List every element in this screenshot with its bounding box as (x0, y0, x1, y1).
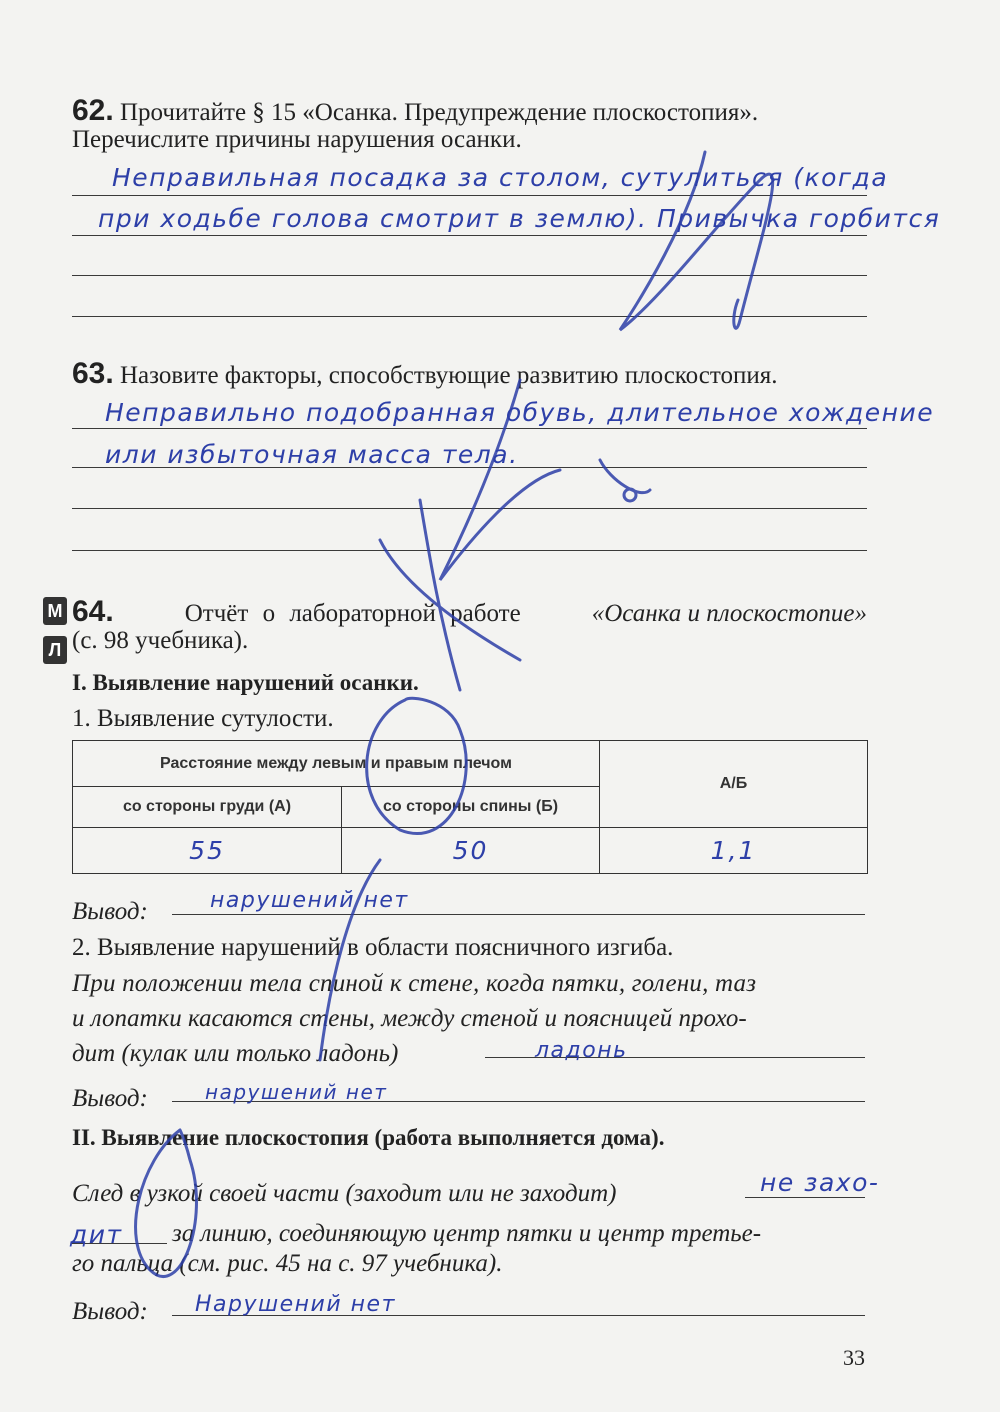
conclusion-label-3: Вывод: (72, 1298, 148, 1325)
q62-text-line1: Прочитайте § 15 «Осанка. Предупреждение плоскостопия». (119, 99, 759, 126)
q63-text: Назовите факторы, способствующие развитию плоскостопия. (119, 362, 778, 389)
q63-answer-line1: Неправильно подобранная обувь, длительное хождение (105, 398, 935, 427)
section-posture-heading: I. Выявление нарушений осанки. (72, 670, 419, 695)
foot-text-line2: за линию, соединяющую центр пятки и центр третье- (172, 1220, 762, 1247)
lumbar-text-line2: и лопатки касаются стены, между стеной и поясницей прохо- (72, 1005, 747, 1032)
q63-number: 63. (72, 357, 114, 390)
badge-l: Л (43, 636, 67, 664)
conclusion-answer-2: нарушений нет (205, 1080, 388, 1104)
value-a: 55 (73, 827, 342, 873)
q62-number: 62. (72, 94, 114, 127)
header-chest-side: со стороны груди (А) (73, 787, 342, 827)
conclusion-answer-1: нарушений нет (210, 888, 409, 913)
q62-text-line2: Перечислите причины нарушения осанки. (72, 126, 522, 153)
header-shoulder-distance: Расстояние между левым и правым плечом (73, 741, 600, 787)
item-stoop-heading: 1. Выявление сутулости. (72, 705, 334, 732)
q62-answer-line2: при ходьбе голова смотрит в землю). Привычка горбится (98, 204, 941, 233)
lumbar-answer: ладонь (535, 1038, 628, 1063)
conclusion-label-2: Вывод: (72, 1085, 148, 1112)
conclusion-label-1: Вывод: (72, 898, 148, 925)
page-number: 33 (843, 1345, 865, 1370)
foot-text-line1: След в узкой своей части (заходит или не заходит) (72, 1180, 617, 1207)
badge-m: М (43, 597, 67, 625)
section-flatfoot-heading: II. Выявление плоскостопия (работа выполняется дома). (72, 1125, 665, 1150)
foot-answer-1: не захо- (760, 1168, 880, 1197)
q64-text-line2: (с. 98 учебника). (72, 627, 249, 654)
header-back-side: со стороны спины (Б) (342, 787, 600, 827)
value-ratio: 1,1 (600, 827, 868, 873)
q64-number: 64. (72, 595, 114, 628)
lumbar-text-line1: При положении тела спиной к стене, когда пятки, голени, таз (72, 970, 757, 997)
item-lumbar-heading: 2. Выявление нарушений в области поясничного изгиба. (72, 934, 674, 961)
lumbar-text-line3: дит (кулак или только ладонь) (72, 1040, 399, 1067)
header-ratio: А/Б (600, 741, 868, 828)
q64-text-title: «Осанка и плоскостопие» (591, 600, 867, 627)
q64-text-a: Отчёт о лабораторной работе (184, 600, 521, 627)
foot-text-line3: го пальца (см. рис. 45 на с. 97 учебника). (72, 1250, 503, 1277)
q63-answer-line2: или избыточная масса тела. (105, 440, 519, 469)
foot-answer-2: дит (70, 1220, 123, 1249)
conclusion-answer-3: Нарушений нет (195, 1292, 396, 1317)
value-b: 50 (342, 827, 600, 873)
q62-answer-line1: Неправильная посадка за столом, сутулиться (когда (112, 163, 889, 192)
